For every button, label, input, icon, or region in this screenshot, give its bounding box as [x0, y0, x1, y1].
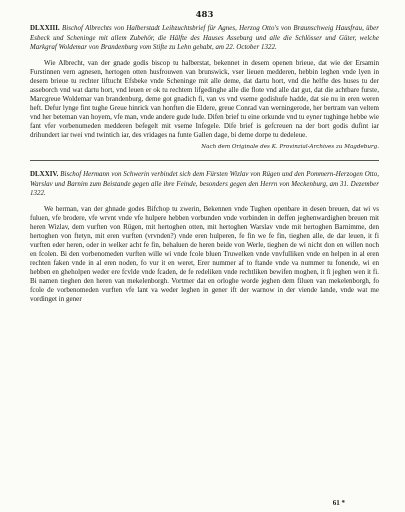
entry-text: Wie Albrecht, van der gnade godis biscop tu halberstat, bekennet in desem openen brieue, dat wie der Ersamin Furstinnen vern agnesen, hertogen otten husfrouwen van brunswick, vser lieuen medderen, hebbin leghen vnde lyen in desem brieue tu rechter liftucht Efsbeke vnde Scheninge mit alle deme, dat dartu hort, vnd die helfte des huses tu der asseborch vnd wat dartu hort, vnd leuen er ok tu rechtem lifgedinghe alle die flote vnd alle dat gut, dat die achtbare furste, Marcgreue Woldemar van brandenburg, deme got gnadich fi, van vs vnd vseme godishufe hadde, dat sie nu in eren weren heft. Defur lynge fint tughe Greue hinrick van honften die Eldere, greue Conrad van werningerode, her bertram van veltem vnd her beteman van hoyem, vfe man, vnde andere gude lude. Difen brief tu eine orkunde vnd tu eyner tughinge hebbe wie fant vfer vorbenumeden medderen befegelt mit vseme Infegele. Dife brief is gefcreuen na der bort godis dufint iar drihundert iar twei vnd twintich iar, des vridages na funte Gallen dage, bi deme dorpe tu dedeleue. — [30, 58, 379, 140]
entry-title: Bischof Hermann von Schwerin verbindet sich dem Fürsten Wizlav von Rügen und den Pommern-Herzogen Otto, Warslav und Barnim zum Beistande gegen alle ihre Feinde, besonders gegen den Herrn von Meckenburg, am 31. Dezember 1322. — [30, 171, 379, 198]
entry-number: DLXXIV. — [30, 171, 59, 179]
entry-title: Bischof Albrechts von Halberstadt Leibzuchtsbrief für Agnes, Herzog Otto's von Braunschweig Hausfrau, über Esbeck und Scheninge mit allem Zubehör, die Hälfte des Hauses Asseburg und alle die Schlösser und Güter, welche Markgraf Woldemar von Brandenburg vom Stifte zu Lehn gehabt, am 22. October 1322. — [30, 25, 379, 52]
entry-heading — [30, 24, 379, 53]
entry-number: DLXXIII. — [30, 25, 60, 32]
document-entry-dlxxiii — [30, 24, 379, 150]
entry-text: We herman, van der ghnade godes Bifchop tu zwerin, Bekennen vnde Tughen openbare in desen breuen, dat wi vs fuluen, vfe brodere, vfe wrvnt vnde vfe hulpere hebben vorbunden vnde vorbinden in deffen jeghenwardighen breuen mit heren Wizlav, dem vurften von Rügen, mit hertoghen otten, mit hertoghen Warslav vnde mit hertoghen Barnimme, den hertoghen von ftetyn, mit eren vurften (vrvnden?) vnde eren hulperen, fe fin we fe fin, tieghen alle, de dar leuen, it fi vurften eder heren, oder in welker acht fe fin, behaluen de heren beide von Werle, tieghen de wi nicht don en willen noch en fcolen. Bi den vorbenomeden vurften wille wi vnde fcole bluen Truwelken vnde vnvfulliken vnde en helpen in al eren rechten faken vnde in al eren noden, fo vur it en weret, Erer nummer af to ftande vnde va nummer tu fonende, wi en hebben en gheholpen weder ere fcvlde vnde fcaden, de fe redeliken vnde rechtliken bewifen moghen, it fi jeghen wen it fi. Bi namen tieghen den heren van mekelenborgh. Vortmer dat en orloghe worde jeghen dem filuen van mekelenborgh, fo fcole de vorbenomeden vurften vfe lant va weder leghen in gener ift der warnow in der viende lande, vnde wat me vordinget in gener — [30, 204, 379, 304]
signature-mark: 61 * — [332, 499, 345, 507]
entry-body — [30, 59, 379, 140]
section-divider — [30, 160, 379, 161]
entry-body — [30, 205, 379, 305]
source-note: Nach dem Originale des K. Provinzial-Archives zu Magdeburg. — [201, 144, 379, 151]
document-entry-dlxxiv — [30, 170, 379, 304]
page-number: 483 — [195, 10, 214, 20]
entry-heading — [30, 170, 379, 199]
